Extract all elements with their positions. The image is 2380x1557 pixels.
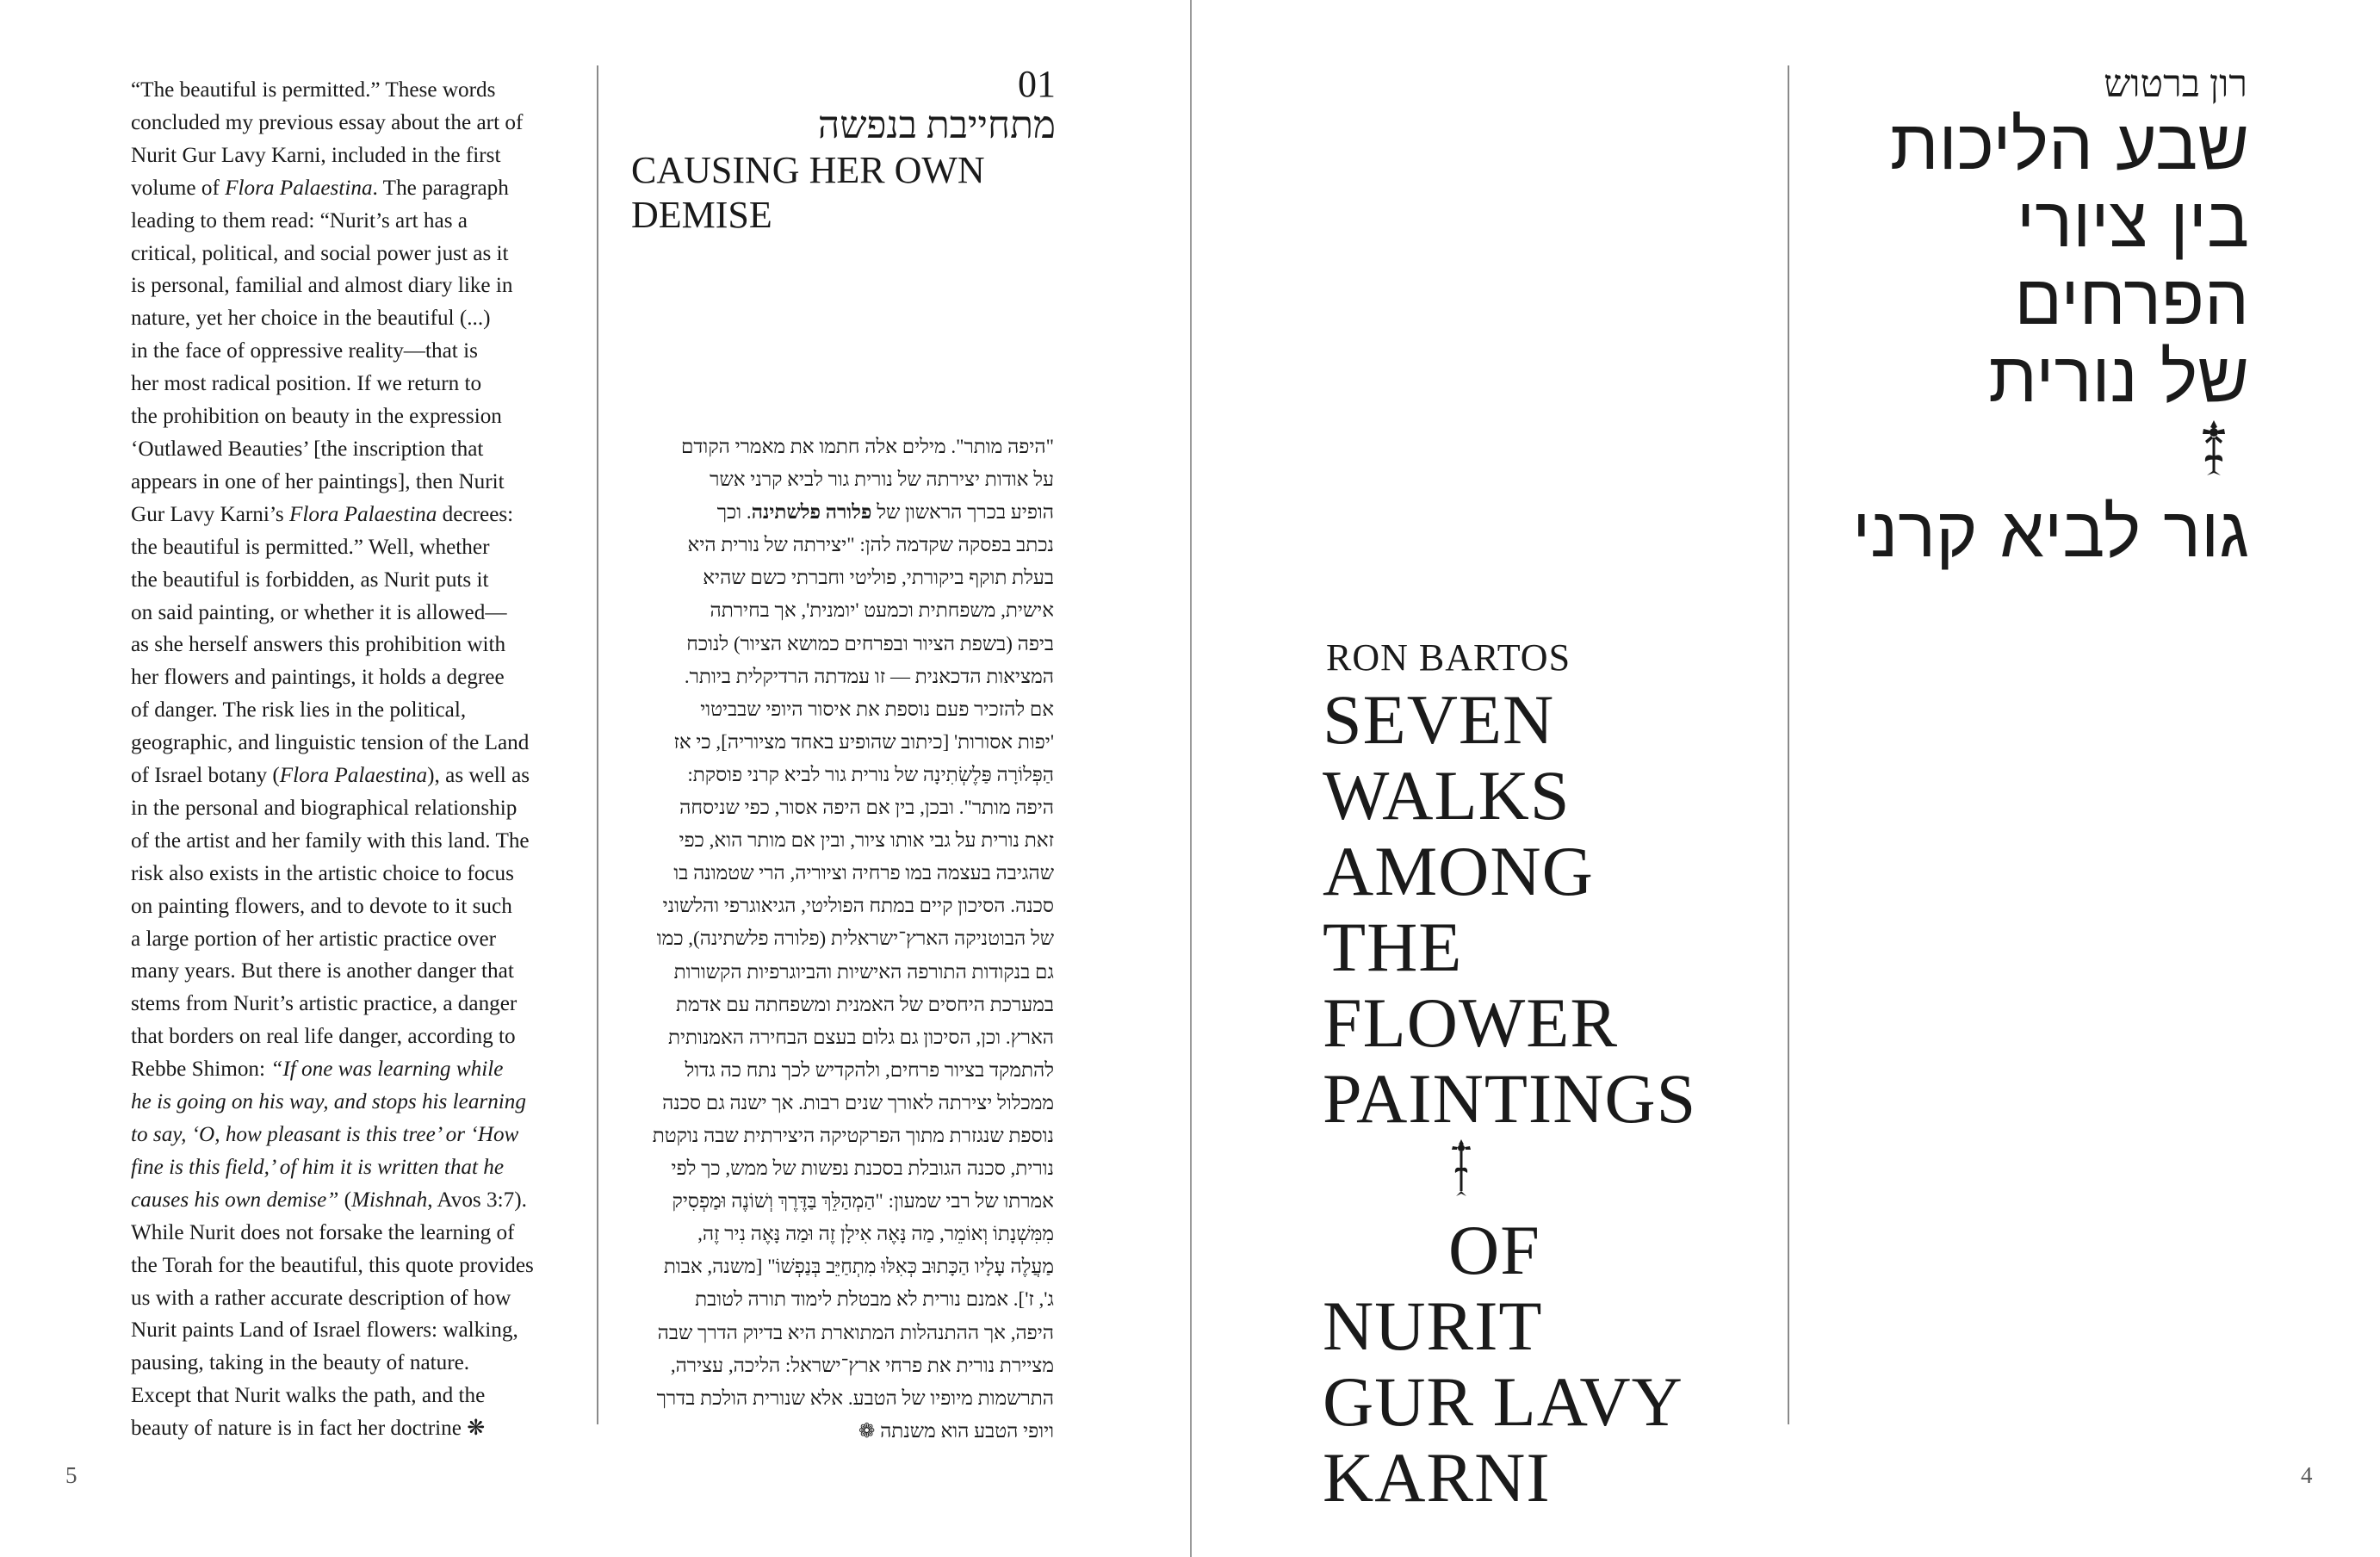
english-text-run: Nurit Gur Lavy Karni, included in the first (131, 143, 501, 167)
hebrew-line (606, 791, 1054, 824)
english-line (131, 955, 570, 988)
hebrew-text-run: נכתב בפסקה שקדמה להן: "יצירתה של נורית היא (687, 534, 1054, 556)
title-english-line: AMONG (1323, 832, 1594, 910)
hebrew-line (606, 1087, 1054, 1120)
english-line (131, 727, 570, 760)
english-text-run: ), as well as (427, 764, 530, 788)
english-text-run: “The beautiful is permitted.” These words (131, 78, 496, 102)
english-line (131, 466, 570, 499)
english-line (131, 140, 570, 172)
column-rule-right (1788, 65, 1789, 1424)
hebrew-line (606, 1415, 1054, 1448)
english-text-run: to say, ‘O, how pleasant is this tree’ or ‘How (131, 1123, 519, 1146)
english-text-run: the beautiful is permitted.” Well, whether (131, 535, 490, 559)
hebrew-line (606, 1120, 1054, 1152)
hebrew-text-run: הארץ. וכן, הסיכון גם גלום בעצם הבחירה האמנותית (667, 1026, 1054, 1048)
flower-ornament-icon (2194, 419, 2234, 479)
hebrew-text-run: זאת נורית על גבי אותו ציור, ובין אם מותר הוא, כפי (679, 829, 1054, 852)
section-title-english-line: CAUSING HER OWN (631, 149, 985, 191)
hebrew-line (606, 693, 1054, 726)
hebrew-line (606, 857, 1054, 890)
hebrew-line (606, 726, 1054, 759)
english-line (131, 1412, 570, 1445)
hebrew-line (606, 824, 1054, 857)
section-number: 01 (1018, 63, 1056, 105)
hebrew-text-run: סכנה. הסיכון קיים במתח הפוליטי, הגיאוגרפי והלשוני (662, 895, 1054, 917)
english-text-run: her flowers and paintings, it holds a degree (131, 666, 505, 690)
hebrew-text-run: ויופי הטבע הוא משנתה ❁ (858, 1419, 1054, 1442)
english-text-run: , Avos 3:7). (427, 1188, 527, 1212)
english-line (131, 923, 570, 956)
english-line (131, 890, 570, 923)
hebrew-line (606, 956, 1054, 989)
hebrew-text-run: ג', ז']. אמנם נורית לא מבטלת לימוד תורה לטובת (695, 1288, 1054, 1311)
hebrew-line (606, 1185, 1054, 1218)
hebrew-line (606, 1054, 1054, 1087)
english-line (131, 1380, 570, 1412)
english-text-run: beauty of nature is in fact her doctrine ❋ (131, 1417, 486, 1441)
hebrew-line (606, 463, 1054, 496)
english-line (131, 1184, 570, 1217)
english-line (131, 205, 570, 238)
hebrew-line (606, 529, 1054, 561)
english-line (131, 694, 570, 727)
flower-ornament-icon (1448, 1138, 1474, 1198)
english-line (131, 74, 570, 107)
author-name-english: RON BARTOS (1326, 636, 1571, 679)
english-text-run: stems from Nurit’s artistic practice, a danger (131, 992, 518, 1016)
english-line (131, 1250, 570, 1282)
english-text-run: her most radical position. If we return to (131, 372, 482, 396)
hebrew-text-run: פלורה פלשתינה (751, 501, 872, 524)
hebrew-text-run: התרשמות מיופיו של הטבע. אלא שנורית הולכת בדרך (656, 1386, 1054, 1409)
hebrew-text-run: היפה, אך ההתנהלות המתוארת היא בדיוק הדרך שבה (657, 1321, 1054, 1343)
hebrew-text-run: ממכלול יצירתה לאורך שנים רבות. אך ישנה גם סכנה (662, 1091, 1054, 1113)
english-text-run: in the face of oppressive reality—that is (131, 339, 478, 363)
english-line (131, 335, 570, 368)
english-line (131, 238, 570, 270)
english-text-run: decrees: (437, 502, 514, 526)
english-line (131, 564, 570, 597)
english-text-run: he is going on his way, and stops his learning (131, 1090, 526, 1114)
english-essay-column (131, 74, 570, 1445)
hebrew-text-run: המציאות הדכאנית — זו עמדתה הרדיקלית ביותר. (684, 665, 1054, 687)
english-line (131, 531, 570, 564)
english-line (131, 597, 570, 630)
hebrew-text-run: גם בנקודות התורפה האישיות והביוגרפיות הקשורות (673, 960, 1054, 983)
hebrew-line (606, 1317, 1054, 1349)
title-hebrew-line-with-ornament (1852, 339, 2249, 494)
title-english (1323, 682, 1696, 1516)
hebrew-line (606, 890, 1054, 922)
hebrew-line (606, 496, 1054, 529)
english-text-run: leading to them read: “Nurit’s art has a (131, 208, 468, 233)
english-line (131, 760, 570, 792)
hebrew-line (606, 661, 1054, 693)
english-text-run: appears in one of her paintings], then Nurit (131, 469, 505, 493)
english-text-run: ‘Outlawed Beauties’ [the inscription that (131, 437, 484, 461)
english-text-run: critical, political, and social power just as it (131, 241, 509, 265)
english-line (131, 107, 570, 140)
english-text-run: of Israel botany ( (131, 764, 280, 788)
english-text-run: fine is this field,’ of him it is written that he (131, 1155, 505, 1179)
hebrew-text-run: אם להזכיר פעם נוספת את איסור היופי שבביטוי (700, 698, 1054, 720)
hebrew-text-run: בעלת תוקף ביקורתי, פוליטי וחברתי כשם שהיא (703, 567, 1054, 589)
english-text-run: volume of (131, 176, 226, 200)
hebrew-text-run: . וכך (716, 501, 752, 524)
hebrew-line (606, 431, 1054, 463)
english-text-run: is personal, familial and almost diary like in (131, 274, 513, 298)
section-title-english (631, 148, 1079, 238)
english-text-run: Mishnah (351, 1188, 428, 1212)
hebrew-line (606, 1283, 1054, 1316)
column-rule-left (597, 65, 598, 1424)
title-hebrew (1852, 104, 2249, 574)
english-text-run: concluded my previous essay about the art of (131, 110, 524, 134)
title-english-line: PAINTINGS (1323, 1059, 1697, 1138)
title-english-line: WALKS (1323, 756, 1571, 834)
english-text-run: ( (338, 1188, 352, 1212)
title-hebrew-line: בין ציורי (2016, 182, 2249, 264)
english-text-run: Rebbe Shimon: (131, 1058, 271, 1082)
english-text-run: . The paragraph (372, 176, 509, 200)
english-text-run: that borders on real life danger, according to (131, 1025, 516, 1049)
section-title-hebrew: מתחייבת בנפשה (817, 104, 1056, 146)
english-text-run: a large portion of her artistic practice over (131, 927, 497, 951)
english-line (131, 661, 570, 694)
english-text-run: nature, yet her choice in the beautiful (...) (131, 307, 491, 331)
hebrew-line (606, 759, 1054, 791)
english-line (131, 1347, 570, 1380)
english-text-run: the Torah for the beautiful, this quote provides (131, 1253, 534, 1277)
spine-divider (1190, 0, 1192, 1557)
english-text-run: Gur Lavy Karni’s (131, 502, 289, 526)
english-text-run: many years. But there is another danger that (131, 959, 514, 983)
english-text-run: risk also exists in the artistic choice to focus (131, 861, 514, 885)
author-name-hebrew: רון ברטוש (2104, 63, 2247, 105)
english-line (131, 1217, 570, 1250)
hebrew-text-run: ביפה (בשפת הציור ובפרחים כמושא הציור) לנוכח (686, 632, 1054, 654)
english-line (131, 172, 570, 205)
hebrew-line (606, 1021, 1054, 1054)
english-text-run: the prohibition on beauty in the expression (131, 405, 502, 429)
english-line (131, 400, 570, 433)
english-text-run: “If one was learning while (270, 1058, 504, 1082)
title-english-line: KARNI (1323, 1438, 1551, 1517)
english-line (131, 1020, 570, 1053)
hebrew-text-run: "היפה מותר". מילים אלה חתמו את מאמרי הקודם (681, 436, 1054, 457)
hebrew-text-run: הופיע בכרך הראשון של (871, 501, 1054, 524)
english-text-run: Flora Palaestina (279, 764, 428, 788)
english-line (131, 302, 570, 335)
english-line (131, 1282, 570, 1315)
english-text-run: of danger. The risk lies in the political, (131, 698, 467, 723)
section-title-english-line: DEMISE (631, 194, 772, 236)
title-english-line: FLOWER (1323, 983, 1619, 1062)
english-text-run: While Nurit does not forsake the learning of (131, 1220, 515, 1244)
english-text-run: pausing, taking in the beauty of nature. (131, 1351, 470, 1375)
hebrew-text-run: להתמקד בציור פרחים, ולהקדיש לכך נתח כה גדול (685, 1058, 1054, 1081)
hebrew-text-run: על אודות יצירתה של נורית גור לביא קרני אשר (710, 468, 1054, 491)
english-text-run: Flora Palaestina (288, 502, 437, 526)
hebrew-line (606, 989, 1054, 1021)
hebrew-line (606, 561, 1054, 594)
english-line (131, 825, 570, 858)
english-text-run: geographic, and linguistic tension of the Land (131, 731, 530, 755)
hebrew-text-run: הַפְּלוֹרָה פַּלֶשְׂתִינָה של נורית גור לביא קרני פוסקת: (687, 763, 1054, 785)
hebrew-text-run: אמרתו של רבי שמעון: "הַמְהַלֵּךְ בַּדֶּרֶךְ וְשׁוֹנֶה וּמַפְסִיק (672, 1190, 1054, 1213)
english-text-run: Flora Palaestina (225, 176, 373, 200)
title-english-line: THE (1323, 908, 1463, 986)
title-english-line: SEVEN (1323, 680, 1555, 759)
english-text-run: us with a rather accurate description of how (131, 1286, 511, 1310)
english-line (131, 270, 570, 302)
hebrew-line (606, 1218, 1054, 1250)
english-text-run: the beautiful is forbidden, as Nurit puts it (131, 568, 489, 592)
english-line (131, 1314, 570, 1347)
title-hebrew-line: גור לביא קרני (1852, 492, 2249, 574)
hebrew-text-run: נוספת שנגזרת מתוך הפרקטיקה היצירתית שבה נוקטת (652, 1124, 1054, 1146)
page-number-right: 4 (2301, 1462, 2313, 1488)
hebrew-line (606, 594, 1054, 627)
title-english-line-text: OF (1448, 1211, 1540, 1289)
title-english-line-with-ornament (1323, 1137, 1696, 1288)
title-hebrew-line: שבע הליכות (1889, 104, 2249, 186)
english-text-run: causes his own demise” (131, 1188, 339, 1212)
english-text-run: in the personal and biographical relationship (131, 796, 518, 820)
hebrew-essay-column (606, 431, 1054, 1448)
hebrew-text-run: שהגיבה בעצמה במו פרחיה וציוריה, הרי שטמונה בו (673, 862, 1054, 884)
english-line (131, 988, 570, 1020)
english-text-run: on said painting, or whether it is allowed— (131, 600, 507, 624)
hebrew-line (606, 1152, 1054, 1185)
english-line (131, 1151, 570, 1184)
english-line (131, 368, 570, 400)
english-line (131, 1086, 570, 1119)
title-english-line: GUR LAVY (1323, 1362, 1683, 1441)
english-line (131, 792, 570, 825)
hebrew-line (606, 628, 1054, 661)
hebrew-text-run: היפה מותר". ובכן, בין אם היפה אסור, כפי שניסחה (679, 797, 1054, 819)
english-line (131, 1119, 570, 1151)
english-text-run: of the artist and her family with this land. The (131, 828, 530, 853)
hebrew-text-run: אישית, משפחתית וכמעט 'יומנית', אך בחירתה (710, 599, 1054, 622)
hebrew-line (606, 922, 1054, 955)
english-text-run: Nurit paints Land of Israel flowers: walking, (131, 1318, 518, 1343)
english-line (131, 433, 570, 466)
hebrew-text-run: מַעֲלֶה עָלָיו הַכָּתוּב כְּאִלּוּ מִתְחַיֵּב בְּנַפְשׁוֹ" [משנה, אבות (663, 1256, 1054, 1278)
hebrew-text-run: של הבוטניקה הארץ־ישראלית (פלורה פלשתינה), כמו (656, 927, 1054, 950)
english-line (131, 499, 570, 531)
title-english-line: NURIT (1323, 1287, 1543, 1365)
hebrew-text-run: מציירת נורית את פרחי ארץ־ישראל: הליכה, עצירה, (670, 1354, 1054, 1376)
english-text-run: as she herself answers this prohibition with (131, 633, 506, 657)
hebrew-text-run: מִמִּשְׁנָתוֹ וְאוֹמֵר, מַה נָּאֶה אִילָן זֶה וּמַה נָּאֶה נִיר זֶה, (697, 1223, 1054, 1245)
english-line (131, 858, 570, 890)
hebrew-line (606, 1382, 1054, 1415)
title-hebrew-line: הפרחים (2014, 259, 2249, 341)
english-text-run: Except that Nurit walks the path, and the (131, 1384, 486, 1408)
hebrew-text-run: 'יפות אסורות' [כיתוב שהופיע באחד מציוריה], כי אז (673, 730, 1054, 753)
hebrew-line (606, 1349, 1054, 1382)
page-number-left: 5 (65, 1462, 77, 1488)
title-hebrew-line-text: של נורית (1988, 337, 2249, 419)
hebrew-text-run: נורית, סכנה הגובלת בסכנת נפשות של ממש, כך לפי (671, 1157, 1054, 1180)
hebrew-text-run: במערכת היחסים של האמנית ומשפחתה עם אדמת (676, 993, 1054, 1015)
english-text-run: on painting flowers, and to devote to it such (131, 894, 512, 918)
hebrew-line (606, 1250, 1054, 1283)
english-line (131, 1053, 570, 1086)
english-line (131, 629, 570, 661)
